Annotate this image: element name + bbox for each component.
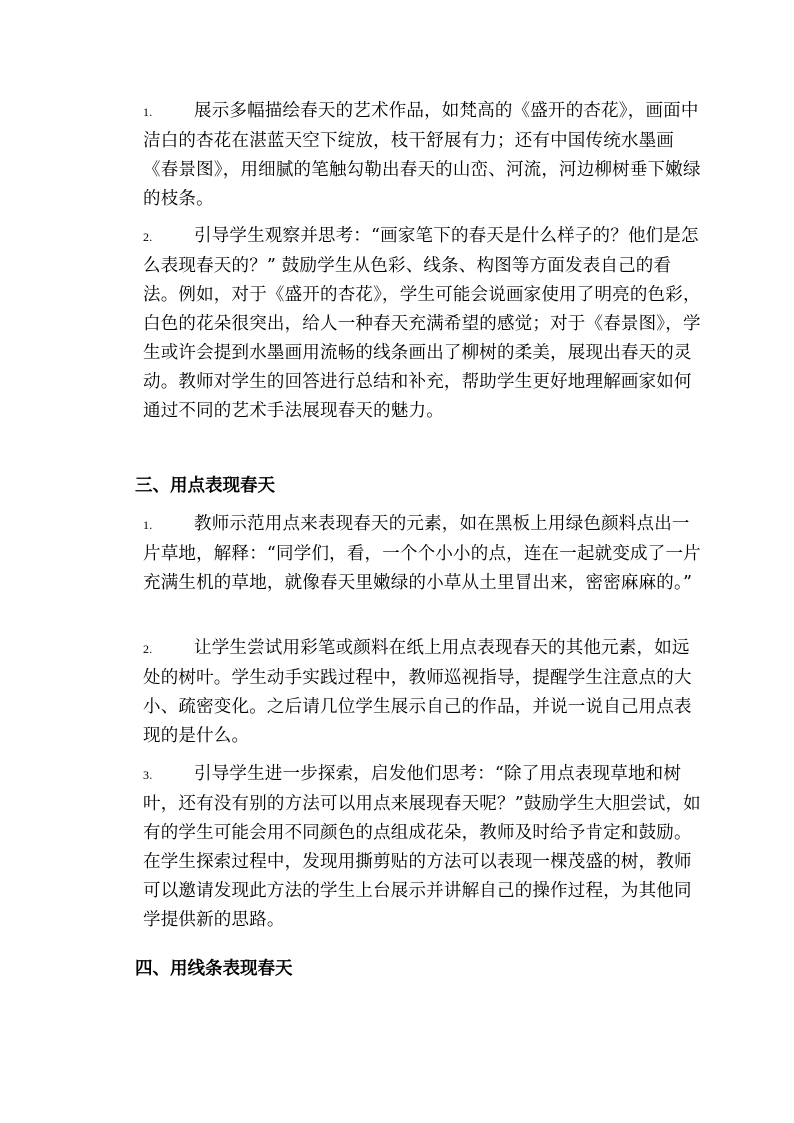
section3-item-1 [143, 510, 703, 598]
paragraph-text: 引导学生进一步探索，启发他们思考：“除了用点表现草地和树叶，还有没有别的方法可以用点来展现春天呢？”鼓励学生大胆尝试，如有的学生可能会用不同颜色的点组成花朵，教师及时给予肯定和鼓励。在学生探索过程中，发现用撕剪贴的方法可以表现一棵茂盛的树，教师可以邀请发现此方法的学生上台展示并讲解自己的操作过程，为其他同学提供新的思路。 [143, 764, 701, 930]
intro-item-1 [143, 97, 703, 214]
paragraph-text: 教师示范用点来表现春天的元素，如在黑板上用绿色颜料点出一片草地，解释：“同学们，看，一个个小小的点，连在一起就变成了一片充满生机的草地，就像春天里嫩绿的小草从土里冒出来，密密麻麻的。” [143, 514, 701, 593]
section3-item-3 [143, 760, 703, 935]
paragraph-text: 让学生尝试用彩笔或颜料在纸上用点表现春天的其他元素，如远处的树叶。学生动手实践过程中，教师巡视指导，提醒学生注意点的大小、疏密变化。之后请几位学生展示自己的作品，并说一说自己用点表现的是什么。 [143, 638, 692, 746]
paragraph-text: 展示多幅描绘春天的艺术作品，如梵高的《盛开的杏花》，画面中洁白的杏花在湛蓝天空下绽放，枝干舒展有力；还有中国传统水墨画《春景图》，用细腻的笔触勾勒出春天的山峦、河流，河边柳树垂下嫩绿的枝条。 [143, 101, 701, 209]
list-number: 3. [143, 768, 153, 782]
list-number: 1. [143, 518, 153, 532]
section-heading-4: 四、用线条表现春天 [135, 959, 293, 979]
section3-item-2 [143, 634, 703, 751]
list-number: 2. [143, 230, 153, 244]
intro-item-2 [143, 222, 703, 426]
list-number: 2. [143, 642, 153, 656]
list-number: 1. [143, 105, 153, 119]
paragraph-text: 引导学生观察并思考：“画家笔下的春天是什么样子的？他们是怎么表现春天的？” 鼓励学生从色彩、线条、构图等方面发表自己的看法。例如，对于《盛开的杏花》，学生可能会说画家使用了明亮的色彩，白色的花朵很突出，给人一种春天充满希望的感觉；对于《春景图》，学生或许会提到水墨画用流畅的线条画出了柳树的柔美，展现出春天的灵动。教师对学生的回答进行总结和补充，帮助学生更好地理解画家如何通过不同的艺术手法展现春天的魅力。 [143, 226, 701, 421]
section-heading-3: 三、用点表现春天 [135, 476, 275, 496]
